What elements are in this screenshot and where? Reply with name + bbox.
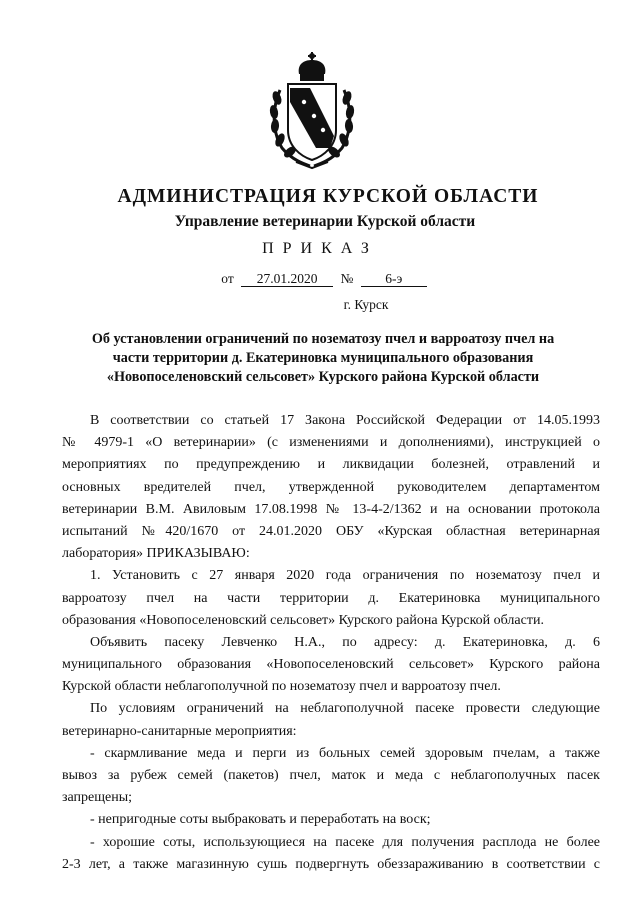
body-line: - скармливание меда и перги из больных семей здоровым пчелам, а также <box>90 745 600 761</box>
number-prefix: № <box>340 271 354 286</box>
body-line: запрещены; <box>62 790 133 806</box>
order-subject <box>58 330 588 387</box>
body-line: ветеринарно-санитарные мероприятия: <box>62 723 297 739</box>
order-number: 6-э <box>361 272 427 287</box>
subject-line: части территории д. Екатериновка муниципального образования <box>112 350 534 366</box>
order-body <box>62 410 600 876</box>
body-line: варроатозу пчел на части территории д. Екатериновка муниципального <box>62 590 600 606</box>
body-line: испытаний №420/1670 от 24.01.2020 ОБУ «Курская областная ветеринарная <box>62 523 600 539</box>
body-line: По условиям ограничений на неблагополучной пасеке провести следующие <box>90 701 600 717</box>
body-line: ветеринарии В.М. Авиловым 17.08.1998 № 13-4-2/1362 и на основании протокола <box>62 501 600 517</box>
body-line: образования «Новопоселеновский сельсовет» Курского района Курской области. <box>62 612 544 628</box>
body-line: 1. Установить с 27 января 2020 года ограничения по нозематозу пчел и <box>90 568 600 584</box>
body-line: № 4979-1 «О ветеринарии» (с изменениями и дополнениями), инструкцией о <box>62 435 600 451</box>
body-line: - непригодные соты выбраковать и переработать на воск; <box>90 812 431 828</box>
body-line: 2-3 лет, а также магазинную сушь подвергнуть обеззараживанию в соответствии с <box>62 856 600 872</box>
subject-line: «Новопоселеновский сельсовет» Курского района Курской области <box>106 369 540 385</box>
city-line: г. Курск <box>343 297 389 312</box>
body-line: вывоз за рубеж семей (пакетов) пчел, маток и меда с неблагополучных пасек <box>62 768 600 783</box>
body-line: - хорошие соты, использующиеся на пасеке для получения расплода не более <box>90 834 600 850</box>
body-line: Курской области неблагополучной по нозематозу пчел и варроатозу пчел. <box>62 679 501 695</box>
body-line: Объявить пасеку Левченко Н.А., по адресу: д. Екатериновка, д. 6 <box>90 634 600 650</box>
body-line: мероприятиях по предупреждению и ликвидации болезней, отравлений и <box>62 457 600 473</box>
order-heading: ПРИКАЗ <box>262 240 378 257</box>
date-prefix: от <box>221 271 234 286</box>
order-date-number-line <box>6 271 640 287</box>
coat-of-arms-emblem <box>266 52 358 170</box>
body-line: основных вредителей пчел, утвержденной руководителем департаментом <box>62 479 600 495</box>
order-date: 27.01.2020 <box>241 272 333 287</box>
body-line: В соответствии со статьей 17 Закона Российской Федерации от 14.05.1993 <box>90 413 600 428</box>
organization-title: АДМИНИСТРАЦИЯ КУРСКОЙ ОБЛАСТИ <box>117 186 539 207</box>
body-line: лаборатория» ПРИКАЗЫВАЮ: <box>62 546 250 562</box>
department-title: Управление ветеринарии Курской области <box>174 213 476 230</box>
subject-line: Об установлении ограничений по нозематозу пчел и варроатозу пчел на <box>91 331 555 347</box>
body-line: муниципального образования «Новопоселеновский сельсовет» Курского района <box>62 657 600 673</box>
